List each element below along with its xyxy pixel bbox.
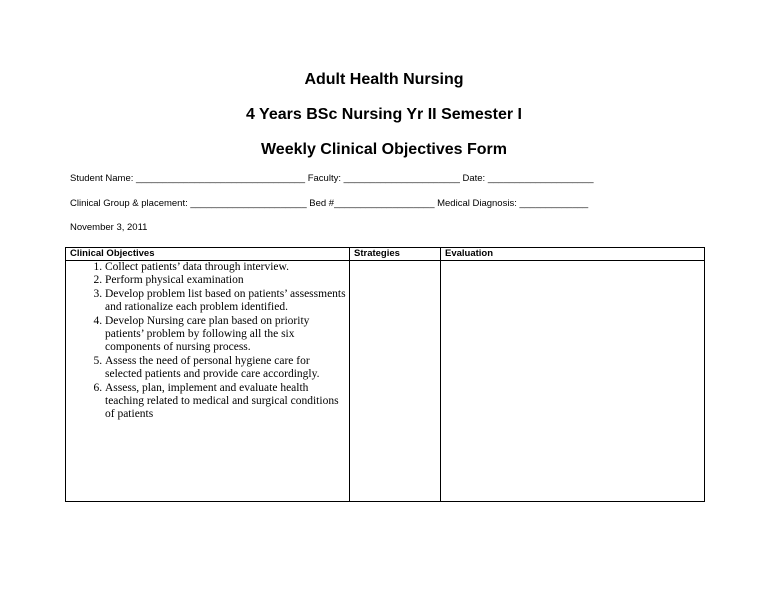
- document-title: Adult Health Nursing: [304, 71, 464, 88]
- header-clinical-objectives: Clinical Objectives: [66, 248, 350, 261]
- objective-item: 3. Develop problem list based on patients’ assessments and rationalize each problem identified.: [105, 288, 349, 315]
- header-evaluation: Evaluation: [441, 248, 705, 261]
- form-title: Weekly Clinical Objectives Form: [260, 141, 508, 158]
- form-date: November 3, 2011: [70, 222, 148, 233]
- strategies-cell[interactable]: [350, 261, 441, 502]
- table-header-row: [66, 248, 705, 261]
- student-info-line: Student Name: ________________________________ Faculty: ______________________ Date: ____________________: [70, 173, 594, 184]
- objective-item: 1. Collect patients’ data through interview.: [105, 261, 349, 274]
- objective-item: 5. Assess the need of personal hygiene care for selected patients and provide care accordingly.: [105, 355, 349, 382]
- placement-info-line: Clinical Group & placement: ______________________ Bed #___________________ Medical Diagnosis: _____________: [70, 198, 589, 209]
- objectives-cell: [66, 261, 350, 502]
- table-row: [66, 261, 705, 502]
- objective-item: 4. Develop Nursing care plan based on priority patients’ problem by following all the six components of nursing process.: [105, 315, 349, 355]
- objective-item: 2. Perform physical examination: [105, 274, 349, 287]
- program-subtitle: 4 Years BSc Nursing Yr II Semester I: [246, 106, 522, 123]
- objectives-list: [66, 261, 349, 422]
- evaluation-cell[interactable]: [441, 261, 705, 502]
- objective-item: 6. Assess, plan, implement and evaluate health teaching related to medical and surgical conditions of patients: [105, 382, 349, 422]
- objectives-table: [65, 247, 705, 502]
- header-strategies: Strategies: [350, 248, 441, 261]
